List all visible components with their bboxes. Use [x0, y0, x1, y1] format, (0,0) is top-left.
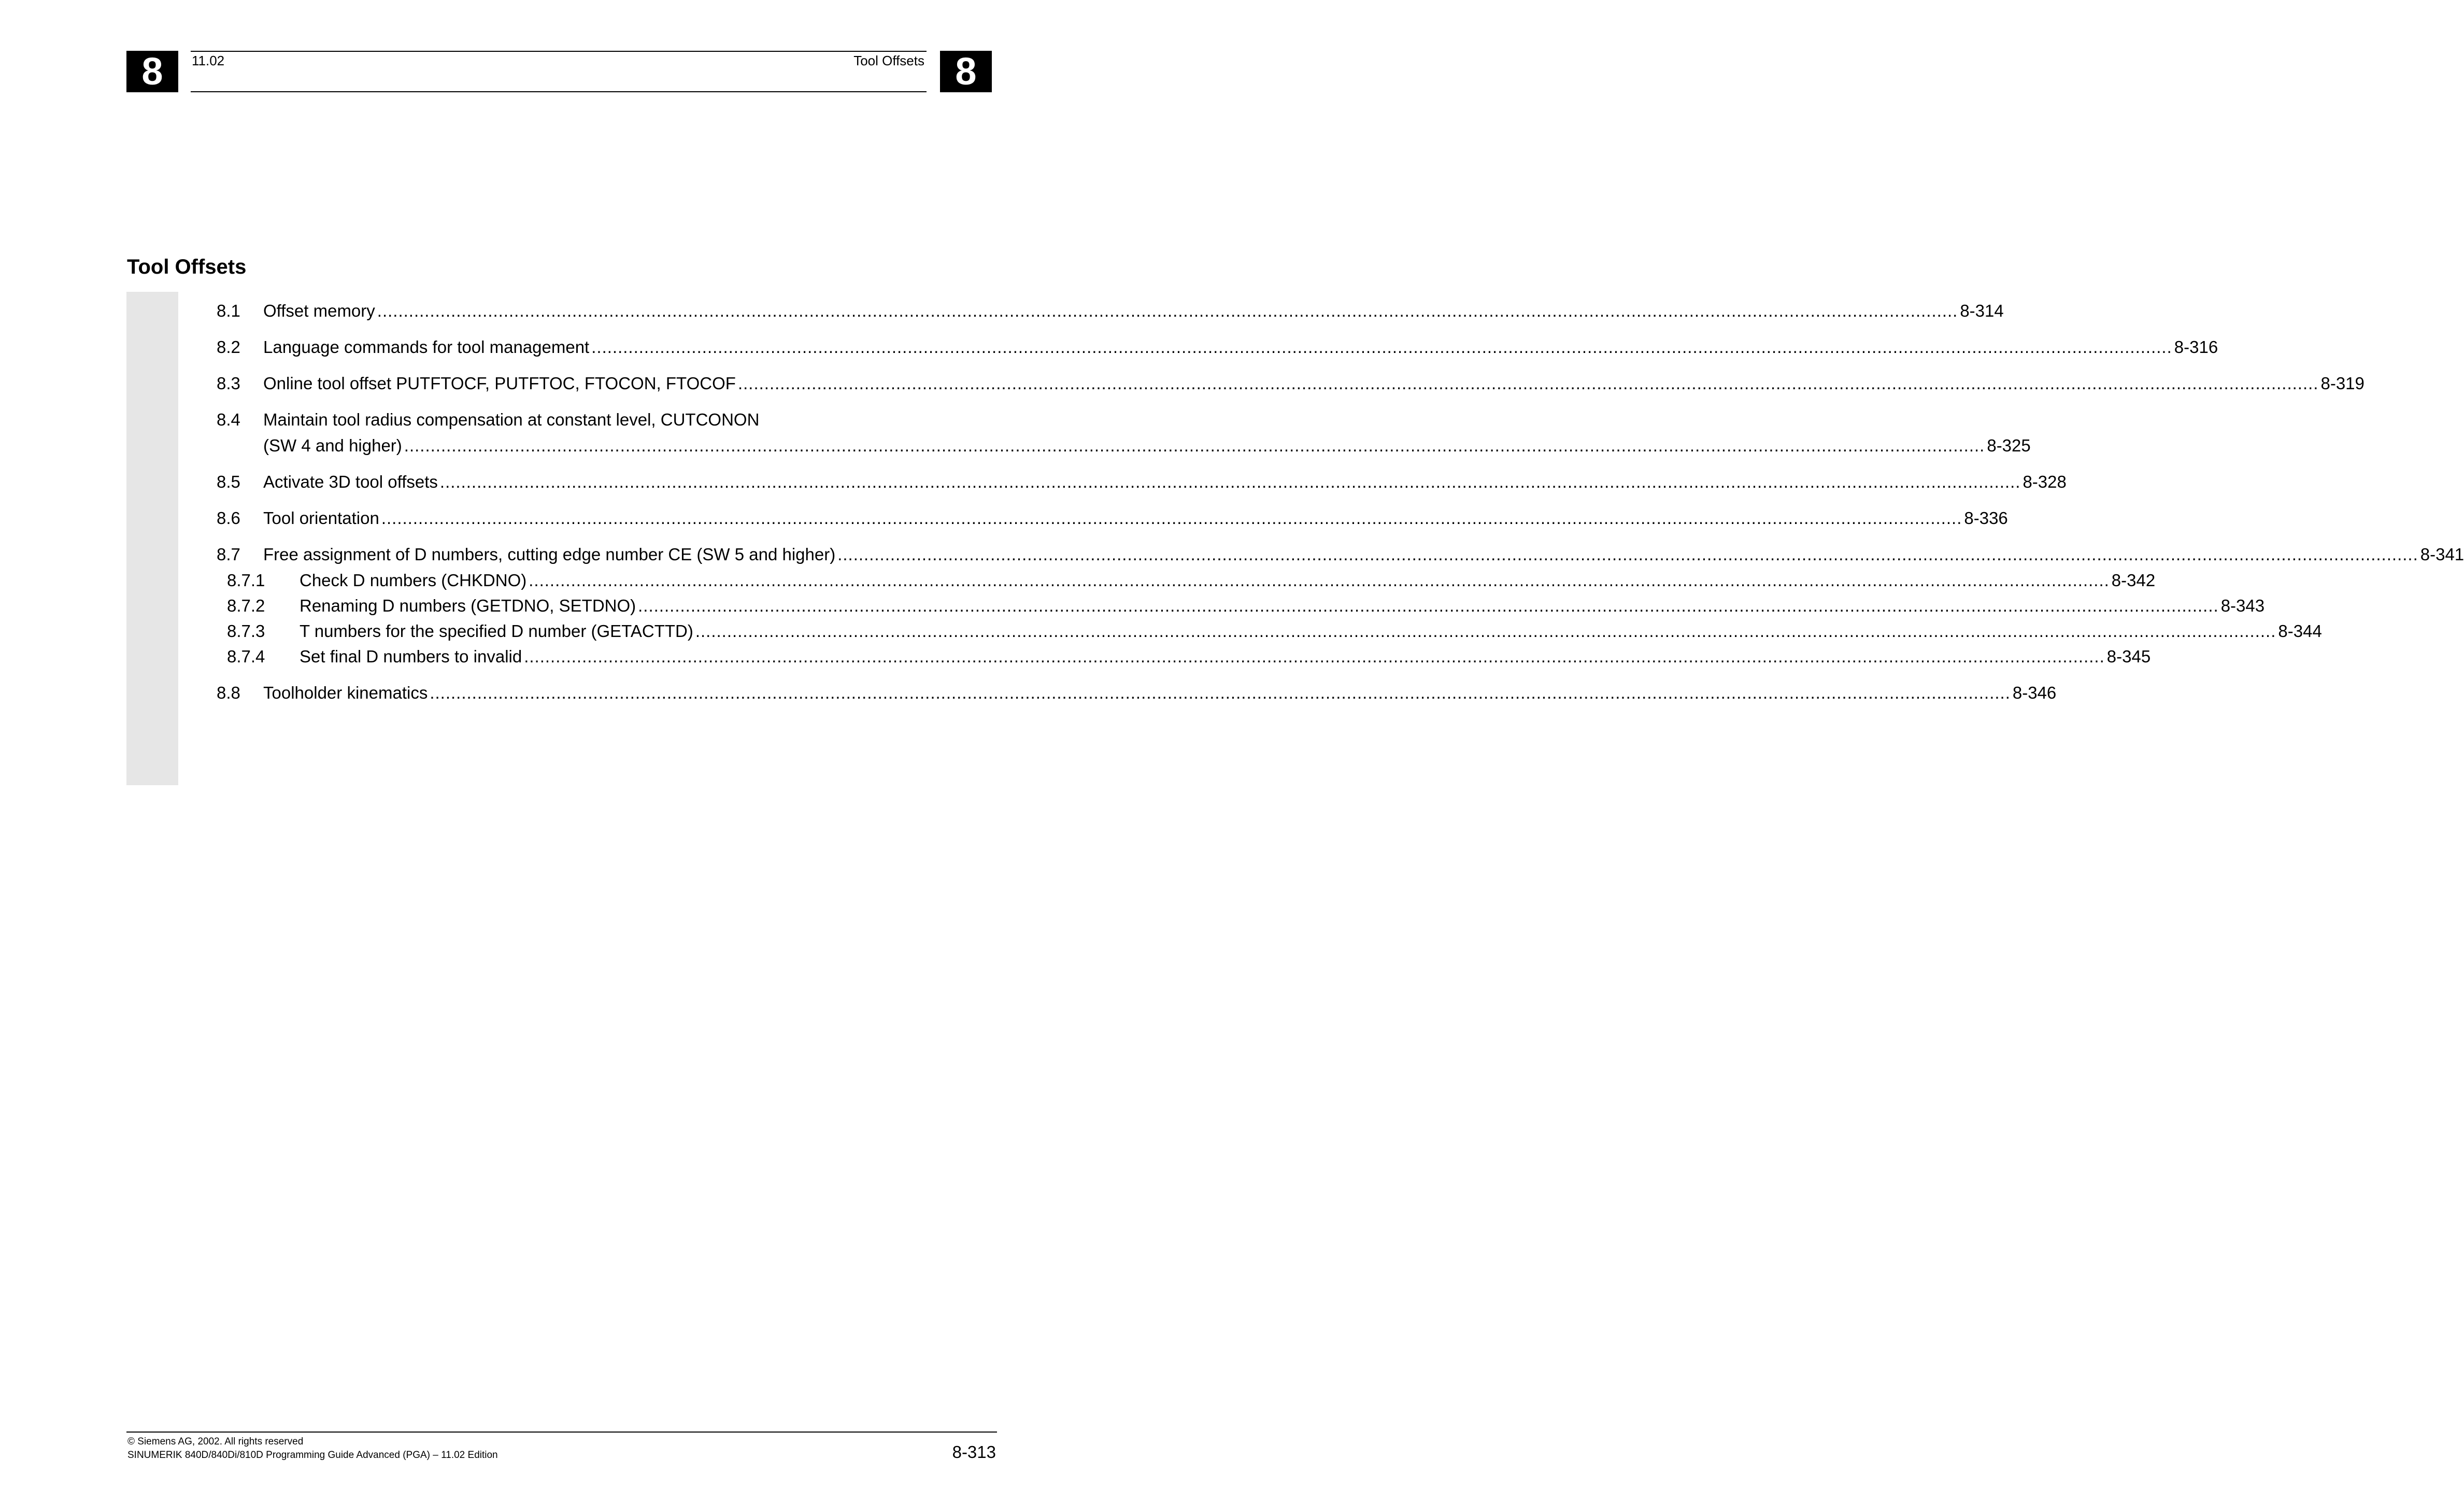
toc-entry-number: 8.1 — [217, 301, 240, 320]
toc-dot-leader: ............................................................................................................................................................................................................................................................................................................ — [524, 647, 2105, 666]
toc-entry-number: 8.5 — [217, 472, 240, 491]
toc-entry-page: 8-316 — [2174, 337, 2218, 357]
toc-entry-number: 8.7.3 — [227, 621, 265, 641]
toc-subentry[interactable] — [227, 596, 2265, 616]
toc-dot-leader: ............................................................................................................................................................................................................................................................................................................ — [591, 337, 2172, 357]
toc-entry[interactable] — [217, 508, 2008, 529]
footer-rule — [126, 1432, 997, 1433]
toc-entry-page: 8-343 — [2220, 596, 2265, 615]
toc-entry[interactable] — [217, 683, 2057, 703]
toc-dot-leader: ............................................................................................................................................................................................................................................................................................................ — [695, 621, 2276, 641]
chapter-number-badge-left: 8 — [126, 51, 178, 92]
toc-subentry[interactable] — [227, 646, 2151, 667]
header-rule-bottom — [191, 91, 927, 92]
toc-entry-title: Tool orientation — [263, 508, 379, 528]
toc-entry[interactable] — [217, 373, 2365, 394]
toc-entry-title: Offset memory — [263, 301, 375, 320]
toc-entry-number: 8.7 — [217, 545, 240, 564]
toc-subentry[interactable] — [227, 570, 2156, 591]
toc-entry-number: 8.7.1 — [227, 571, 265, 590]
toc-dot-leader: ............................................................................................................................................................................................................................................................................................................ — [737, 374, 2319, 393]
toc-entry-page: 8-314 — [1960, 301, 2004, 320]
footer-copyright: © Siemens AG, 2002. All rights reserved — [127, 1436, 304, 1447]
toc-entry[interactable] — [217, 544, 2464, 565]
toc-entry-number: 8.2 — [217, 337, 240, 357]
toc-entry-page: 8-341 — [2420, 545, 2464, 564]
toc-dot-leader: ............................................................................................................................................................................................................................................................................................................ — [837, 545, 2418, 564]
toc-entry-continuation[interactable] — [263, 435, 2031, 456]
toc-entry-number: 8.7.4 — [227, 647, 265, 666]
margin-gray-bar — [126, 292, 178, 785]
toc-entry-title: Toolholder kinematics — [263, 683, 428, 702]
toc-entry[interactable] — [217, 409, 981, 430]
toc-entry-title: Activate 3D tool offsets — [263, 472, 438, 491]
header-title: Tool Offsets — [853, 53, 924, 68]
toc-entry[interactable] — [217, 337, 2218, 358]
toc-entry-number: 8.4 — [217, 410, 240, 429]
toc-entry-title: Language commands for tool management — [263, 337, 590, 357]
toc-dot-leader: ............................................................................................................................................................................................................................................................................................................ — [529, 571, 2110, 590]
toc-entry-number: 8.8 — [217, 683, 240, 702]
toc-dot-leader: ............................................................................................................................................................................................................................................................................................................ — [439, 472, 2021, 491]
toc-entry-page: 8-336 — [1964, 508, 2008, 528]
toc-entry-title: Renaming D numbers (GETDNO, SETDNO) — [300, 596, 636, 615]
toc-entry-page: 8-342 — [2111, 571, 2156, 590]
toc-entry-title: Online tool offset PUTFTOCF, PUTFTOC, FTOCON, FTOCOF — [263, 374, 736, 393]
toc-entry-page: 8-344 — [2278, 621, 2322, 641]
toc-entry-number: 8.6 — [217, 508, 240, 528]
toc-entry-title: Check D numbers (CHKDNO) — [300, 571, 527, 590]
toc-entry-title: T numbers for the specified D number (GETACTTD) — [300, 621, 693, 641]
toc-entry-title: Set final D numbers to invalid — [300, 647, 522, 666]
header-rule-top — [191, 51, 927, 52]
toc-entry-page: 8-346 — [2012, 683, 2057, 702]
toc-dot-leader: ............................................................................................................................................................................................................................................................................................................ — [381, 508, 1962, 528]
toc-dot-leader: ............................................................................................................................................................................................................................................................................................................ — [404, 436, 1985, 455]
header-date: 11.02 — [192, 53, 225, 68]
footer-page-number: 8-313 — [952, 1442, 996, 1462]
section-title: Tool Offsets — [127, 256, 247, 278]
toc-subentry[interactable] — [227, 621, 2322, 642]
toc-entry-title: Free assignment of D numbers, cutting edge number CE (SW 5 and higher) — [263, 545, 836, 564]
toc-dot-leader: ............................................................................................................................................................................................................................................................................................................ — [377, 301, 1958, 320]
toc-entry-page: 8-325 — [1987, 436, 2031, 455]
toc-entry-page: 8-345 — [2106, 647, 2151, 666]
toc-entry[interactable] — [217, 472, 2067, 492]
toc-entry-page: 8-328 — [2023, 472, 2067, 491]
toc-dot-leader: ............................................................................................................................................................................................................................................................................................................ — [430, 683, 2011, 702]
toc-entry[interactable] — [217, 301, 2004, 321]
toc-entry-title: Maintain tool radius compensation at constant level, CUTCONON — [263, 410, 760, 429]
toc-dot-leader: ............................................................................................................................................................................................................................................................................................................ — [638, 596, 2219, 615]
chapter-number-badge-right: 8 — [940, 51, 992, 92]
footer-product-title: SINUMERIK 840D/840Di/810D Programming Guide Advanced (PGA) – 11.02 Edition — [127, 1450, 498, 1461]
toc-entry-title-continued: (SW 4 and higher) — [263, 436, 402, 455]
toc-entry-number: 8.3 — [217, 374, 240, 393]
toc-entry-number: 8.7.2 — [227, 596, 265, 615]
toc-entry-page: 8-319 — [2320, 374, 2365, 393]
